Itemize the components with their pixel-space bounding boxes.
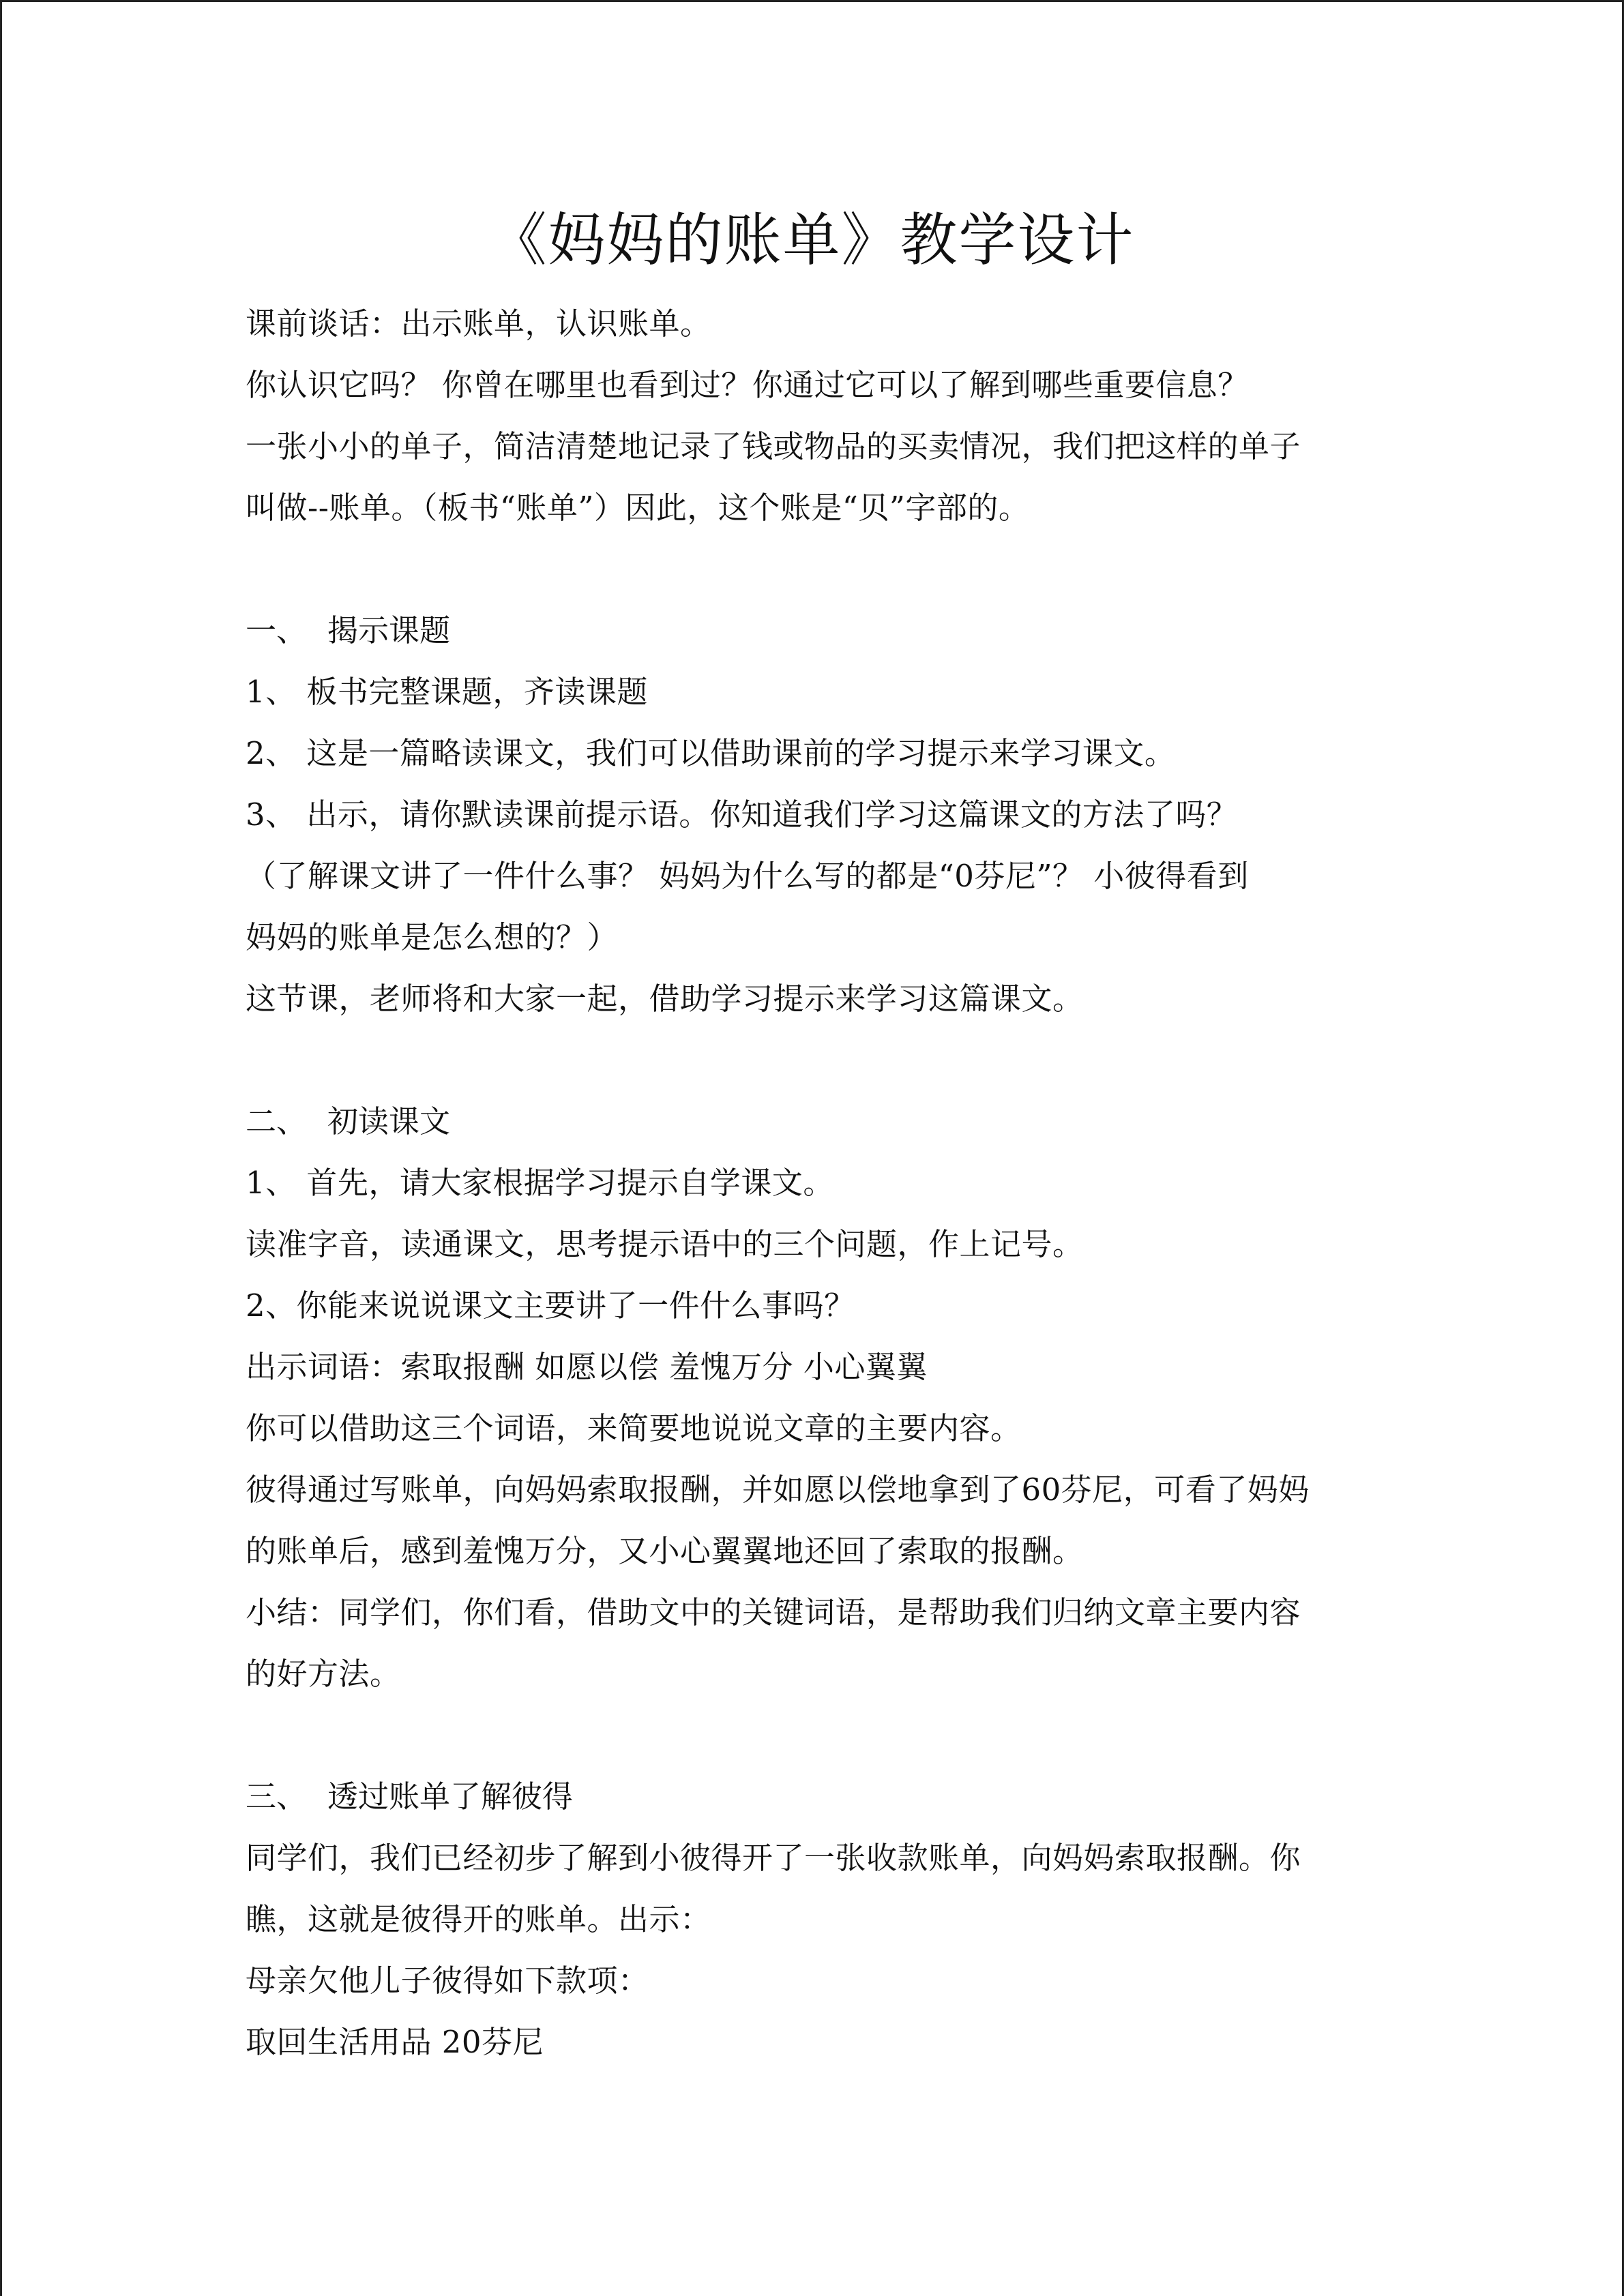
section-2-line-8: 小结：同学们，你们看，借助文中的关键词语，是帮助我们归纳文章主要内容 <box>246 1594 1301 1630</box>
intro-line-2: 你认识它吗？ 你曾在哪里也看到过？你通过它可以了解到哪些重要信息？ <box>246 367 1249 403</box>
section-2-heading <box>246 1091 1378 1152</box>
section-2-line-1: 1、 首先，请大家根据学习提示自学课文。 <box>246 1165 834 1201</box>
spacer <box>246 539 1378 600</box>
section-2-title: 初读课文 <box>327 1103 451 1139</box>
intro-line-4: 叫做--账单。（板书“账单”）因此，这个账是“贝”字部的。 <box>246 490 1030 526</box>
intro-line-1: 课前谈话：出示账单，认识账单。 <box>246 305 711 342</box>
intro-line-3: 一张小小的单子，简洁清楚地记录了钱或物品的买卖情况，我们把这样的单子 <box>246 428 1301 464</box>
section-2-line-3: 2、你能来说说课文主要讲了一件什么事吗？ <box>246 1287 855 1324</box>
section-3-title: 透过账单了解彼得 <box>327 1778 574 1815</box>
section-3-number: 三、 <box>246 1778 308 1815</box>
section-2-line-5: 你可以借助这三个词语，来简要地说说文章的主要内容。 <box>246 1410 1022 1446</box>
section-2-line-6: 彼得通过写账单，向妈妈索取报酬，并如愿以偿地拿到了60芬尼，可看了妈妈 <box>246 1472 1310 1508</box>
section-3-line-1: 同学们，我们已经初步了解到小彼得开了一张收款账单，向妈妈索取报酬。你 <box>246 1840 1301 1876</box>
page-border-left <box>0 0 2 2296</box>
spacer <box>246 1030 1378 1091</box>
section-2-line-2: 读准字音，读通课文，思考提示语中的三个问题，作上记号。 <box>246 1226 1084 1262</box>
document-body <box>246 293 1378 2073</box>
section-1-line-1: 1、 板书完整课题，齐读课题 <box>246 674 648 710</box>
section-1-number: 一、 <box>246 612 308 648</box>
spacer <box>246 1705 1378 1766</box>
section-2-line-7: 的账单后，感到羞愧万分，又小心翼翼地还回了索取的报酬。 <box>246 1533 1084 1569</box>
section-3-line-3: 母亲欠他儿子彼得如下款项： <box>246 1963 649 1999</box>
section-2-line-4: 出示词语：索取报酬 如愿以偿 羞愧万分 小心翼翼 <box>246 1349 928 1385</box>
section-2-number: 二、 <box>246 1103 308 1139</box>
section-3-line-2: 瞧，这就是彼得开的账单。出示： <box>246 1901 711 1937</box>
section-1-heading <box>246 600 1378 661</box>
section-3-heading <box>246 1766 1378 1828</box>
section-1-line-6: 这节课，老师将和大家一起，借助学习提示来学习这篇课文。 <box>246 981 1084 1017</box>
section-3-line-4: 取回生活用品 20芬尼 <box>246 2024 544 2060</box>
section-1-line-4: （了解课文讲了一件什么事？ 妈妈为什么写的都是“0芬尼”？ 小彼得看到 <box>246 858 1249 894</box>
section-1-line-3: 3、 出示，请你默读课前提示语。你知道我们学习这篇课文的方法了吗？ <box>246 796 1238 833</box>
section-1-title: 揭示课题 <box>327 612 451 648</box>
section-2-line-9: 的好方法。 <box>246 1656 401 1692</box>
section-1-line-2: 2、 这是一篇略读课文，我们可以借助课前的学习提示来学习课文。 <box>246 735 1176 771</box>
document-title: 《妈妈的账单》教学设计 <box>489 207 1135 273</box>
page-border-top <box>0 0 1624 2</box>
section-1-line-5: 妈妈的账单是怎么想的？） <box>246 919 619 955</box>
